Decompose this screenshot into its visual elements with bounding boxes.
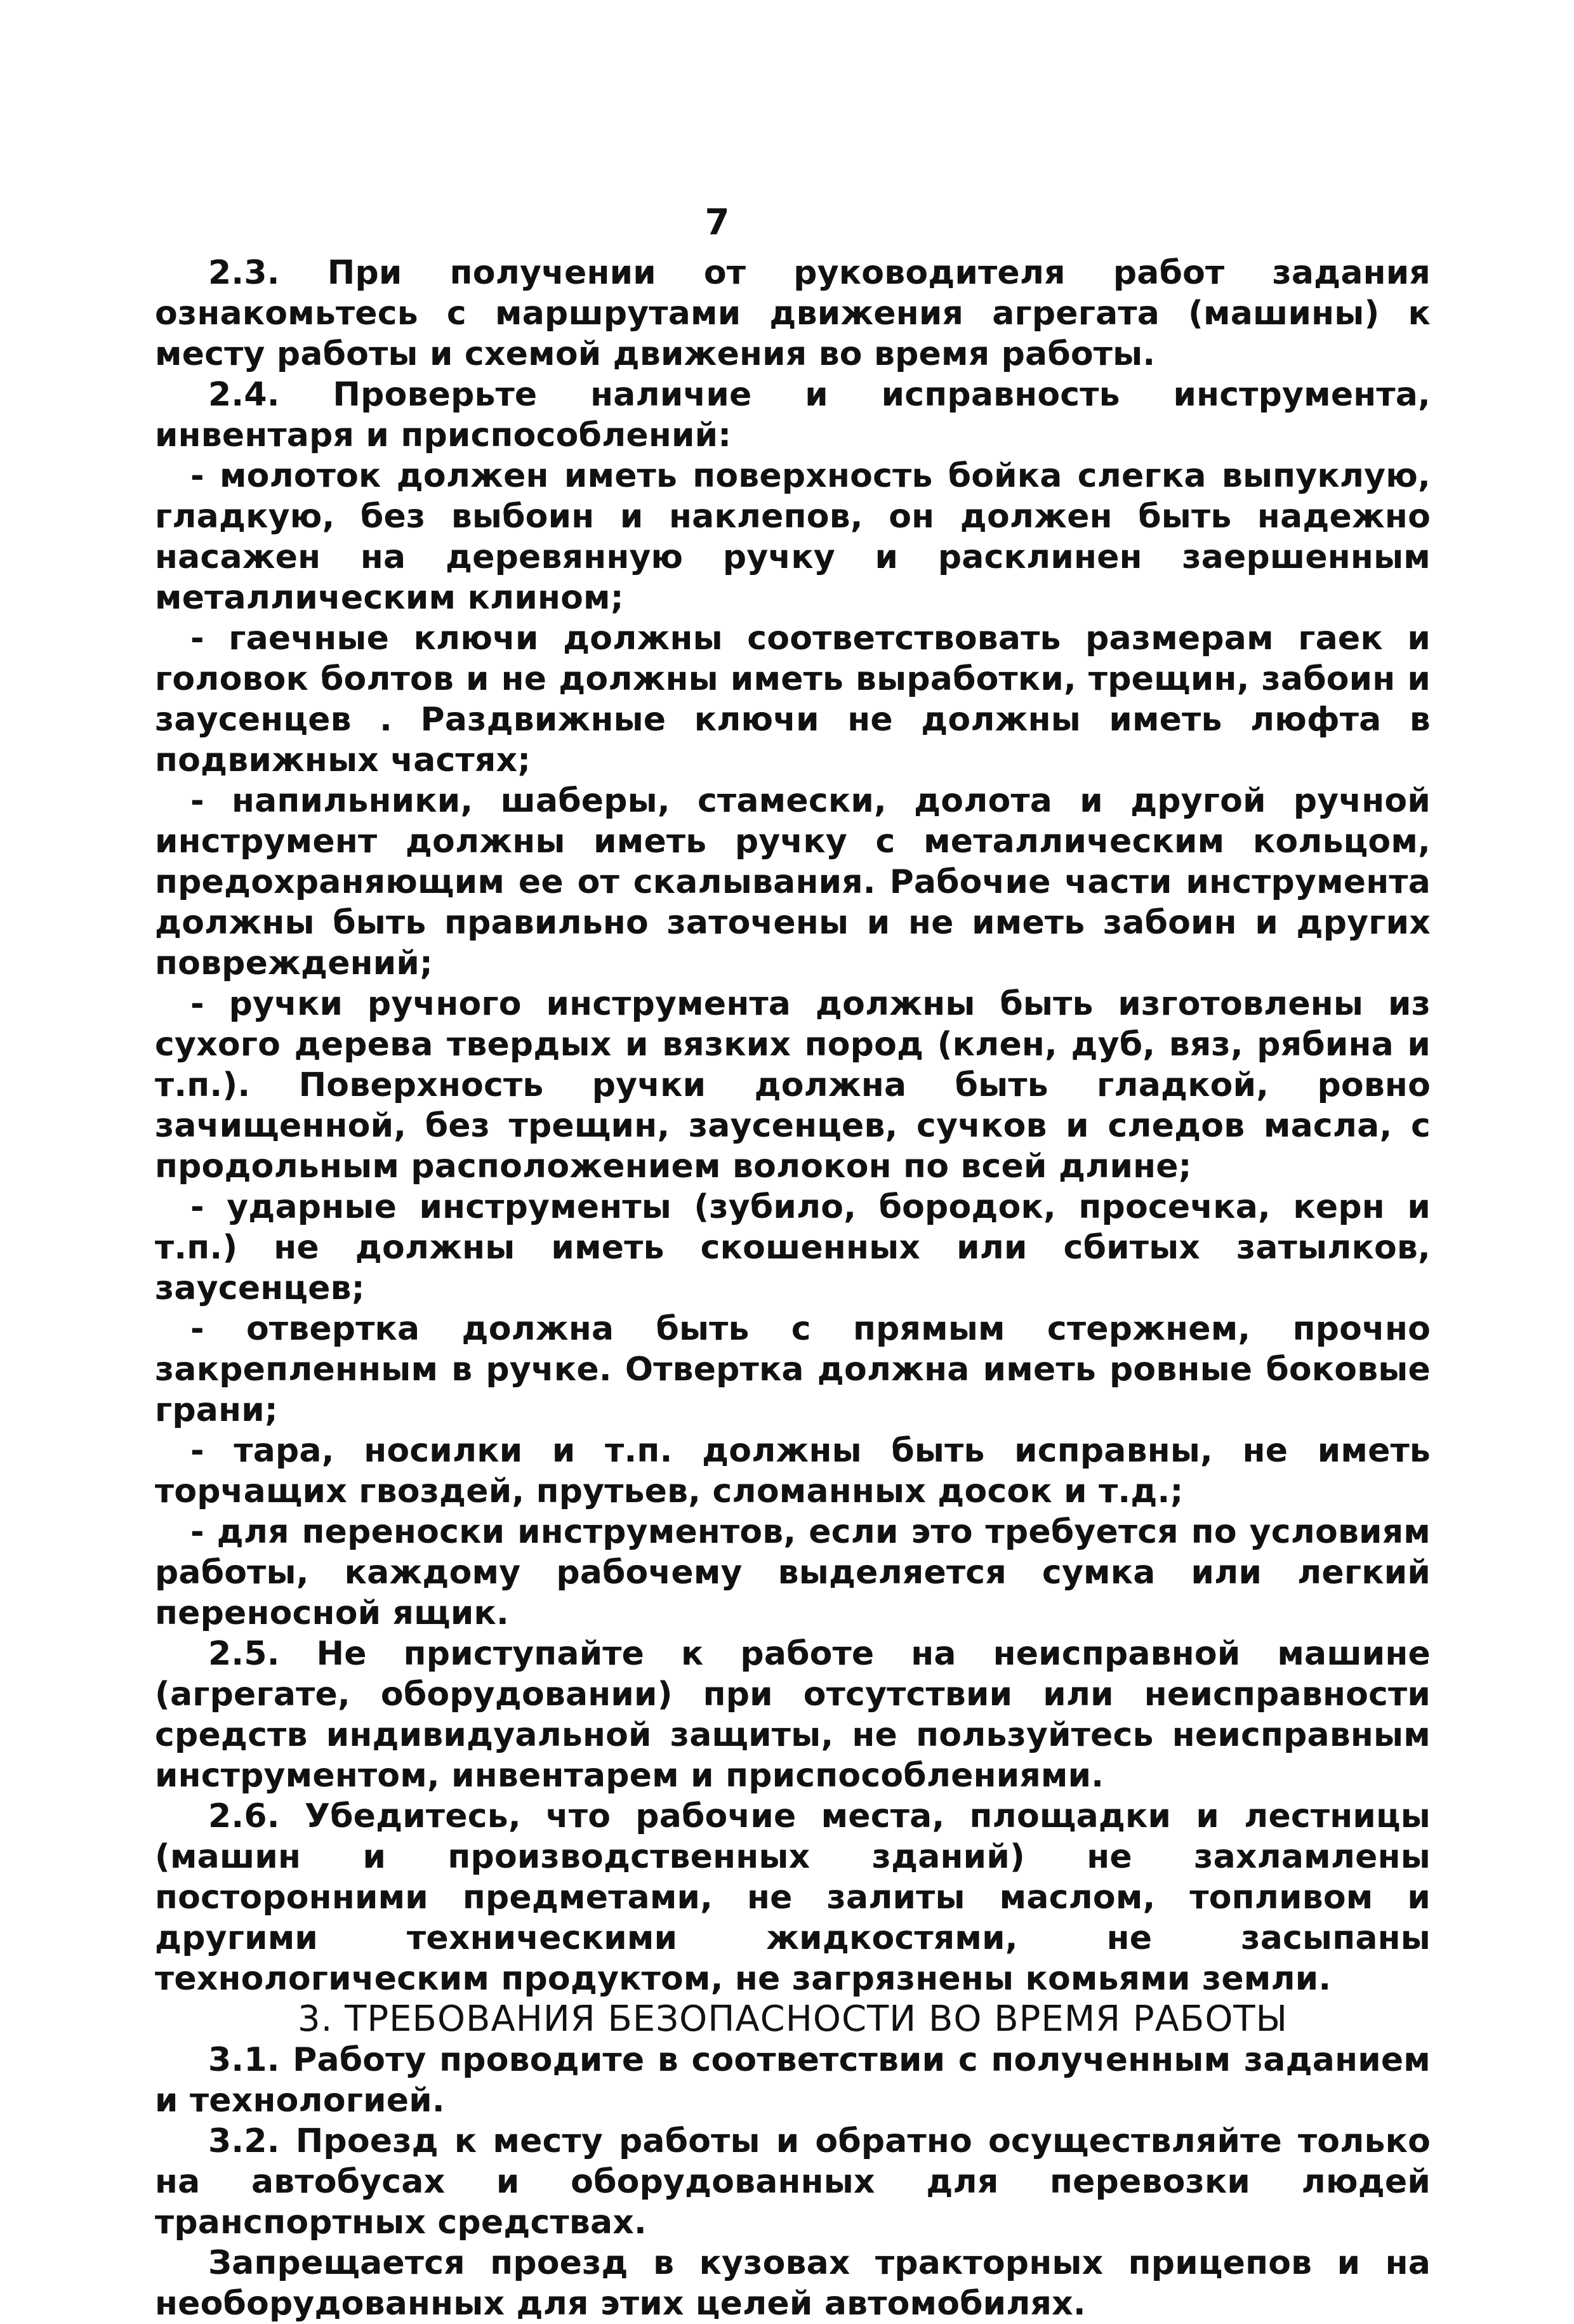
list-item-carrying: - для переноски инструментов, если это требуется по условиям работы, каждому рабочему выделяется сумка или легкий переносной ящик. <box>155 1513 1431 1632</box>
list-item-impact-tools: - ударные инструменты (зубило, бородок, просечка, керн и т.п.) не должны иметь скошенных или сбитых затылков, заусенцев; <box>155 1188 1431 1307</box>
paragraph-2-4: 2.4. Проверьте наличие и исправность инструмента, инвентаря и приспособлений: <box>155 376 1431 454</box>
page-number: 7 <box>704 202 730 243</box>
list-item-files: - напильники, шаберы, стамески, долота и другой ручной инструмент должны иметь ручку с металлическим кольцом, предохраняющим ее от скалывания. Рабочие части инструмента должны быть правильно заточены и не иметь забоин и других повреждений; <box>155 782 1431 982</box>
section-heading-3: 3. ТРЕБОВАНИЯ БЕЗОПАСНОСТИ ВО ВРЕМЯ РАБОТЫ <box>297 1998 1288 2040</box>
document-body <box>155 253 1431 2324</box>
paragraph-3-1: 3.1. Работу проводите в соответствии с полученным заданием и технологией. <box>155 2041 1431 2120</box>
paragraph-prohibited: Запрещается проезд в кузовах тракторных прицепов и на необорудованных для этих целей автомобилях. <box>155 2244 1431 2323</box>
list-item-handles: - ручки ручного инструмента должны быть изготовлены из сухого дерева твердых и вязких пород (клен, дуб, вяз, рябина и т.п.). Поверхность ручки должна быть гладкой, ровно зачищенной, без трещин, заусенцев, сучков и следов масла, с продольным расположением волокон по всей длине; <box>155 985 1431 1185</box>
list-item-wrenches: - гаечные ключи должны соответствовать размерам гаек и головок болтов и не должны иметь выработки, трещин, забоин и заусенцев . Раздвижные ключи не должны иметь люфта в подвижных частях; <box>155 619 1431 779</box>
paragraph-2-3: 2.3. При получении от руководителя работ задания ознакомьтесь с маршрутами движения агрегата (машины) к месту работы и схемой движения во время работы. <box>155 254 1431 373</box>
list-item-hammer: - молоток должен иметь поверхность бойка слегка выпуклую, гладкую, без выбоин и наклепов, он должен быть надежно насажен на деревянную ручку и расклинен заершенным металлическим клином; <box>155 457 1431 617</box>
list-item-containers: - тара, носилки и т.п. должны быть исправны, не иметь торчащих гвоздей, прутьев, сломанных досок и т.д.; <box>155 1432 1431 1510</box>
paragraph-2-6: 2.6. Убедитесь, что рабочие места, площадки и лестницы (машин и производственных зданий) не захламлены посторонними предметами, не залиты маслом, топливом и другими техническими жидкостями, не засыпаны технологическим продуктом, не загрязнены комьями земли. <box>155 1797 1431 1998</box>
paragraph-2-5: 2.5. Не приступайте к работе на неисправной машине (агрегате, оборудовании) при отсутствии или неисправности средств индивидуальной защиты, не пользуйтесь неисправным инструментом, инвентарем и приспособлениями. <box>155 1635 1431 1795</box>
paragraph-3-2: 3.2. Проезд к месту работы и обратно осуществляйте только на автобусах и оборудованных для перевозки людей транспортных средствах. <box>155 2122 1431 2241</box>
list-item-screwdriver: - отвертка должна быть с прямым стержнем, прочно закрепленным в ручке. Отвертка должна иметь ровные боковые грани; <box>155 1310 1431 1429</box>
